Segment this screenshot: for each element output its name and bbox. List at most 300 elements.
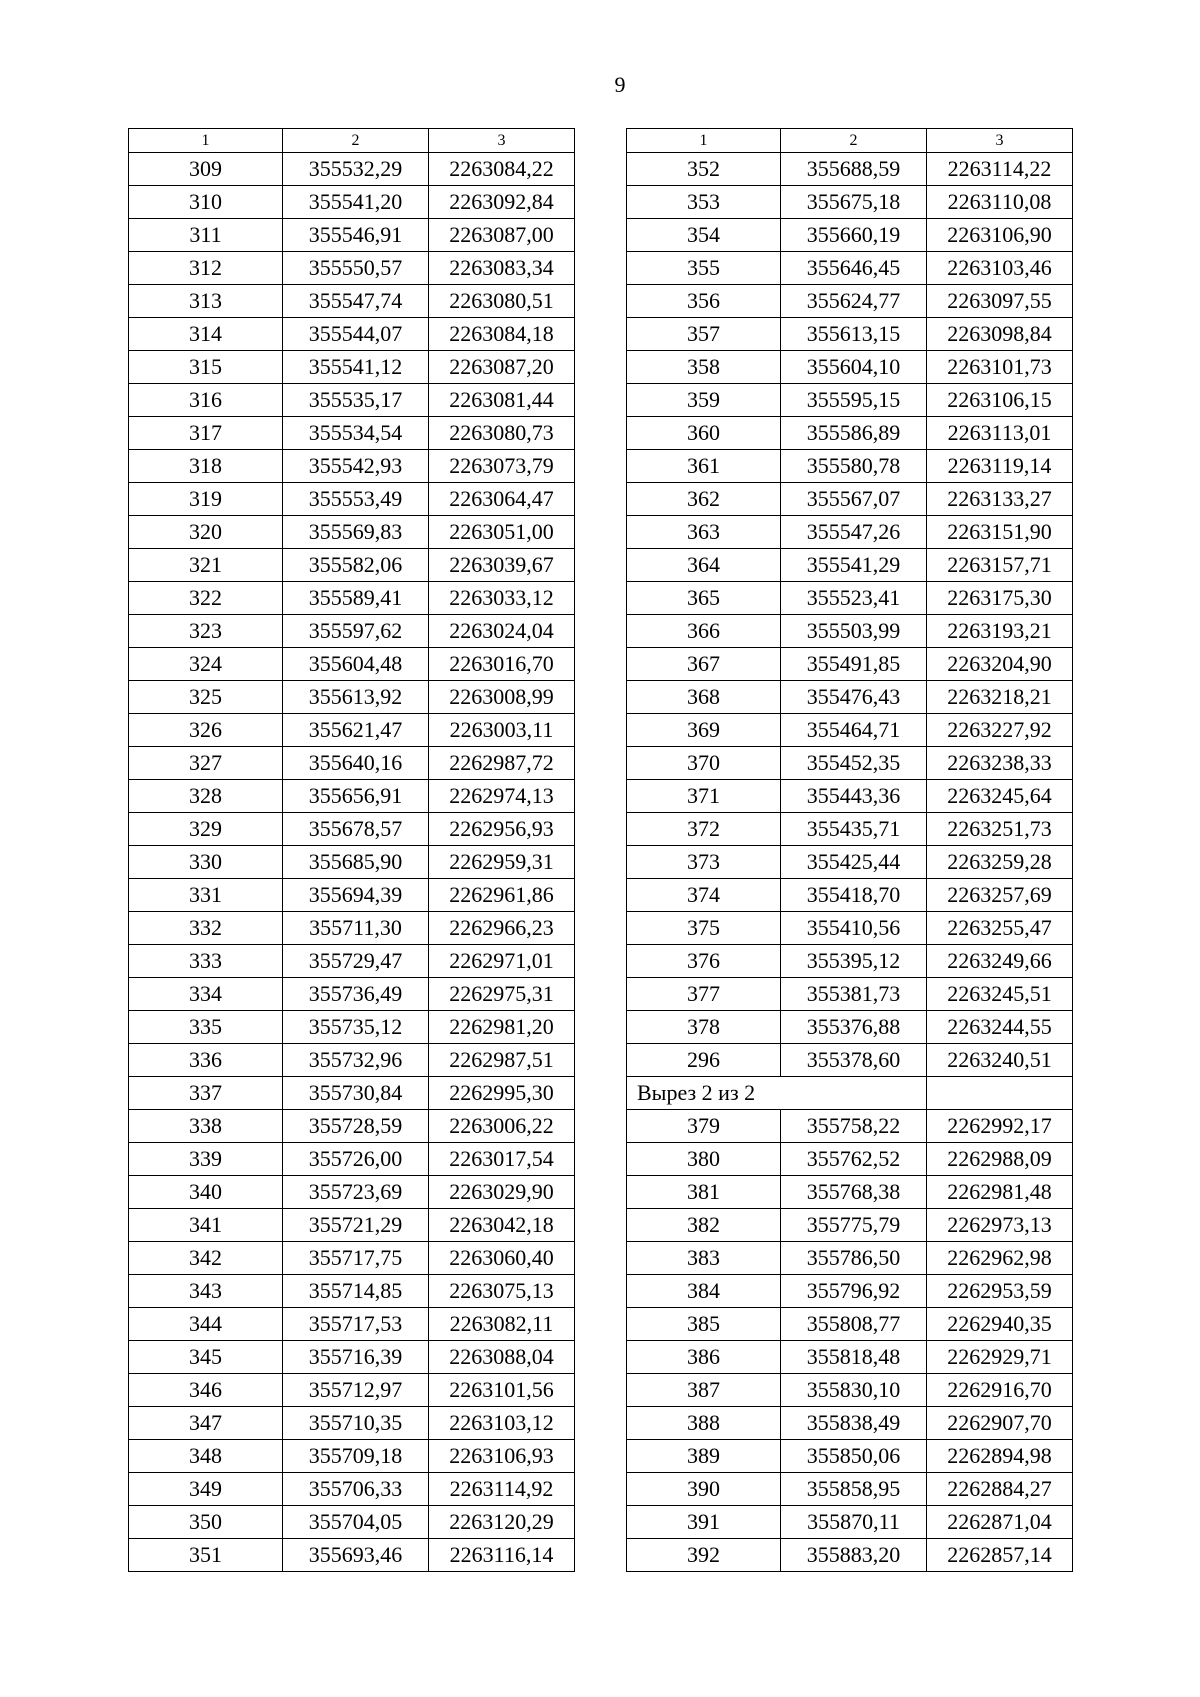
- point-number-cell: 312: [129, 252, 283, 285]
- point-number-cell: 329: [129, 813, 283, 846]
- point-number-cell: 392: [627, 1539, 781, 1572]
- table-row: [129, 582, 575, 615]
- point-number-cell: 330: [129, 846, 283, 879]
- point-number-cell: 318: [129, 450, 283, 483]
- y-coordinate-cell: 2262961,86: [429, 879, 575, 912]
- y-coordinate-cell: 2263240,51: [927, 1044, 1073, 1077]
- point-number-cell: 377: [627, 978, 781, 1011]
- y-coordinate-cell: 2262940,35: [927, 1308, 1073, 1341]
- y-coordinate-cell: 2263249,66: [927, 945, 1073, 978]
- y-coordinate-cell: 2263098,84: [927, 318, 1073, 351]
- point-number-cell: 361: [627, 450, 781, 483]
- table-row: [129, 1077, 575, 1110]
- y-coordinate-cell: 2263114,22: [927, 153, 1073, 186]
- y-coordinate-cell: 2263008,99: [429, 681, 575, 714]
- table-row: [627, 351, 1073, 384]
- table-row: [129, 285, 575, 318]
- point-number-cell: 379: [627, 1110, 781, 1143]
- x-coordinate-cell: 355546,91: [283, 219, 429, 252]
- x-coordinate-cell: 355712,97: [283, 1374, 429, 1407]
- table-row: [627, 516, 1073, 549]
- x-coordinate-cell: 355582,06: [283, 549, 429, 582]
- y-coordinate-cell: 2263106,15: [927, 384, 1073, 417]
- y-coordinate-cell: 2263060,40: [429, 1242, 575, 1275]
- point-number-cell: 334: [129, 978, 283, 1011]
- x-coordinate-cell: 355709,18: [283, 1440, 429, 1473]
- x-coordinate-cell: 355567,07: [781, 483, 927, 516]
- x-coordinate-cell: 355830,10: [781, 1374, 927, 1407]
- y-coordinate-cell: 2262988,09: [927, 1143, 1073, 1176]
- x-coordinate-cell: 355796,92: [781, 1275, 927, 1308]
- table-row: [129, 945, 575, 978]
- point-number-cell: 311: [129, 219, 283, 252]
- point-number-cell: 351: [129, 1539, 283, 1572]
- y-coordinate-cell: 2263257,69: [927, 879, 1073, 912]
- x-coordinate-cell: 355586,89: [781, 417, 927, 450]
- y-coordinate-cell: 2263255,47: [927, 912, 1073, 945]
- point-number-cell: 352: [627, 153, 781, 186]
- table-row: [627, 1539, 1073, 1572]
- table-row: [627, 1407, 1073, 1440]
- y-coordinate-cell: 2262981,48: [927, 1176, 1073, 1209]
- table-row: [129, 1473, 575, 1506]
- table-row: [129, 351, 575, 384]
- table-row: [129, 879, 575, 912]
- y-coordinate-cell: 2263204,90: [927, 648, 1073, 681]
- point-number-cell: 383: [627, 1242, 781, 1275]
- table-row: [129, 1407, 575, 1440]
- point-number-cell: 337: [129, 1077, 283, 1110]
- table-row: [627, 648, 1073, 681]
- point-number-cell: 355: [627, 252, 781, 285]
- y-coordinate-cell: 2262987,72: [429, 747, 575, 780]
- point-number-cell: 342: [129, 1242, 283, 1275]
- x-coordinate-cell: 355660,19: [781, 219, 927, 252]
- y-coordinate-cell: 2263097,55: [927, 285, 1073, 318]
- table-row: [129, 780, 575, 813]
- table-row: [129, 516, 575, 549]
- point-number-cell: 338: [129, 1110, 283, 1143]
- table-row: [627, 978, 1073, 1011]
- table-row: [627, 1275, 1073, 1308]
- point-number-cell: 354: [627, 219, 781, 252]
- point-number-cell: 322: [129, 582, 283, 615]
- y-coordinate-cell: 2262966,23: [429, 912, 575, 945]
- point-number-cell: 359: [627, 384, 781, 417]
- table-row: [129, 483, 575, 516]
- y-coordinate-cell: 2262981,20: [429, 1011, 575, 1044]
- x-coordinate-cell: 355818,48: [781, 1341, 927, 1374]
- x-coordinate-cell: 355858,95: [781, 1473, 927, 1506]
- y-coordinate-cell: 2263016,70: [429, 648, 575, 681]
- x-coordinate-cell: 355646,45: [781, 252, 927, 285]
- y-coordinate-cell: 2263087,20: [429, 351, 575, 384]
- x-coordinate-cell: 355762,52: [781, 1143, 927, 1176]
- y-coordinate-cell: 2262857,14: [927, 1539, 1073, 1572]
- point-number-cell: 364: [627, 549, 781, 582]
- table-row: [627, 384, 1073, 417]
- point-number-cell: 317: [129, 417, 283, 450]
- y-coordinate-cell: 2263017,54: [429, 1143, 575, 1176]
- header-cell: 3: [429, 129, 575, 153]
- y-coordinate-cell: 2262962,98: [927, 1242, 1073, 1275]
- table-row: [129, 1308, 575, 1341]
- x-coordinate-cell: 355550,57: [283, 252, 429, 285]
- table-row: [627, 1044, 1073, 1077]
- x-coordinate-cell: 355640,16: [283, 747, 429, 780]
- table-row: [627, 252, 1073, 285]
- table-row: [129, 1275, 575, 1308]
- x-coordinate-cell: 355532,29: [283, 153, 429, 186]
- point-number-cell: 373: [627, 846, 781, 879]
- table-row: [129, 978, 575, 1011]
- x-coordinate-cell: 355443,36: [781, 780, 927, 813]
- table-row: [129, 1209, 575, 1242]
- point-number-cell: 335: [129, 1011, 283, 1044]
- table-row: [129, 1011, 575, 1044]
- y-coordinate-cell: 2262974,13: [429, 780, 575, 813]
- table-row: [129, 615, 575, 648]
- table-row: [129, 1143, 575, 1176]
- table-header-row: [129, 129, 575, 153]
- x-coordinate-cell: 355597,62: [283, 615, 429, 648]
- x-coordinate-cell: 355621,47: [283, 714, 429, 747]
- table-row: [129, 1539, 575, 1572]
- table-row: [129, 318, 575, 351]
- x-coordinate-cell: 355838,49: [781, 1407, 927, 1440]
- y-coordinate-cell: 2262987,51: [429, 1044, 575, 1077]
- table-row: [627, 153, 1073, 186]
- table-row: [627, 681, 1073, 714]
- table-row: [627, 1341, 1073, 1374]
- point-number-cell: 365: [627, 582, 781, 615]
- point-number-cell: 326: [129, 714, 283, 747]
- x-coordinate-cell: 355569,83: [283, 516, 429, 549]
- x-coordinate-cell: 355624,77: [781, 285, 927, 318]
- y-coordinate-cell: 2262907,70: [927, 1407, 1073, 1440]
- x-coordinate-cell: 355729,47: [283, 945, 429, 978]
- table-row: [627, 879, 1073, 912]
- table-row: [129, 153, 575, 186]
- x-coordinate-cell: 355728,59: [283, 1110, 429, 1143]
- x-coordinate-cell: 355870,11: [781, 1506, 927, 1539]
- x-coordinate-cell: 355685,90: [283, 846, 429, 879]
- y-coordinate-cell: 2263051,00: [429, 516, 575, 549]
- point-number-cell: 336: [129, 1044, 283, 1077]
- x-coordinate-cell: 355580,78: [781, 450, 927, 483]
- x-coordinate-cell: 355410,56: [781, 912, 927, 945]
- x-coordinate-cell: 355541,20: [283, 186, 429, 219]
- x-coordinate-cell: 355711,30: [283, 912, 429, 945]
- point-number-cell: 357: [627, 318, 781, 351]
- y-coordinate-cell: 2263101,73: [927, 351, 1073, 384]
- header-cell: 2: [283, 129, 429, 153]
- point-number-cell: 372: [627, 813, 781, 846]
- table-row: [129, 912, 575, 945]
- table-row: [129, 1176, 575, 1209]
- x-coordinate-cell: 355732,96: [283, 1044, 429, 1077]
- x-coordinate-cell: 355503,99: [781, 615, 927, 648]
- x-coordinate-cell: 355476,43: [781, 681, 927, 714]
- point-number-cell: 382: [627, 1209, 781, 1242]
- y-coordinate-cell: 2263238,33: [927, 747, 1073, 780]
- table-row: [129, 1110, 575, 1143]
- point-number-cell: 341: [129, 1209, 283, 1242]
- x-coordinate-cell: 355768,38: [781, 1176, 927, 1209]
- y-coordinate-cell: 2263193,21: [927, 615, 1073, 648]
- point-number-cell: 356: [627, 285, 781, 318]
- y-coordinate-cell: 2263244,55: [927, 1011, 1073, 1044]
- x-coordinate-cell: 355706,33: [283, 1473, 429, 1506]
- section-label-cell: Вырез 2 из 2: [627, 1077, 927, 1110]
- point-number-cell: 323: [129, 615, 283, 648]
- point-number-cell: 384: [627, 1275, 781, 1308]
- table-row: [627, 1440, 1073, 1473]
- point-number-cell: 332: [129, 912, 283, 945]
- point-number-cell: 339: [129, 1143, 283, 1176]
- x-coordinate-cell: 355523,41: [781, 582, 927, 615]
- y-coordinate-cell: 2263029,90: [429, 1176, 575, 1209]
- table-row: [627, 846, 1073, 879]
- point-number-cell: 388: [627, 1407, 781, 1440]
- point-number-cell: 324: [129, 648, 283, 681]
- x-coordinate-cell: 355381,73: [781, 978, 927, 1011]
- table-row: [627, 912, 1073, 945]
- y-coordinate-cell: 2263075,13: [429, 1275, 575, 1308]
- table-row: [627, 582, 1073, 615]
- x-coordinate-cell: 355678,57: [283, 813, 429, 846]
- table-row: [129, 417, 575, 450]
- table-row: [129, 846, 575, 879]
- x-coordinate-cell: 355452,35: [781, 747, 927, 780]
- y-coordinate-cell: 2263119,14: [927, 450, 1073, 483]
- point-number-cell: 368: [627, 681, 781, 714]
- point-number-cell: 370: [627, 747, 781, 780]
- x-coordinate-cell: 355604,48: [283, 648, 429, 681]
- table-row: [627, 417, 1073, 450]
- point-number-cell: 343: [129, 1275, 283, 1308]
- table-row: [129, 714, 575, 747]
- table-row: [129, 681, 575, 714]
- point-number-cell: 313: [129, 285, 283, 318]
- x-coordinate-cell: 355710,35: [283, 1407, 429, 1440]
- point-number-cell: 327: [129, 747, 283, 780]
- table-row: [129, 1341, 575, 1374]
- table-row: [129, 648, 575, 681]
- table-row: [129, 186, 575, 219]
- point-number-cell: 381: [627, 1176, 781, 1209]
- table-row: [129, 219, 575, 252]
- header-cell: 2: [781, 129, 927, 153]
- point-number-cell: 340: [129, 1176, 283, 1209]
- y-coordinate-cell: 2263251,73: [927, 813, 1073, 846]
- y-coordinate-cell: 2263084,22: [429, 153, 575, 186]
- x-coordinate-cell: 355544,07: [283, 318, 429, 351]
- point-number-cell: 345: [129, 1341, 283, 1374]
- x-coordinate-cell: 355786,50: [781, 1242, 927, 1275]
- point-number-cell: 319: [129, 483, 283, 516]
- table-header-row: [627, 129, 1073, 153]
- table-row: [129, 1506, 575, 1539]
- point-number-cell: 375: [627, 912, 781, 945]
- y-coordinate-cell: 2263087,00: [429, 219, 575, 252]
- y-coordinate-cell: 2263083,34: [429, 252, 575, 285]
- table-row: [129, 384, 575, 417]
- y-coordinate-cell: 2263106,93: [429, 1440, 575, 1473]
- point-number-cell: 390: [627, 1473, 781, 1506]
- table-row: [627, 1473, 1073, 1506]
- table-row: [627, 1011, 1073, 1044]
- y-coordinate-cell: 2263080,73: [429, 417, 575, 450]
- table-row: [627, 483, 1073, 516]
- y-coordinate-cell: 2263033,12: [429, 582, 575, 615]
- point-number-cell: 310: [129, 186, 283, 219]
- point-number-cell: 316: [129, 384, 283, 417]
- point-number-cell: 376: [627, 945, 781, 978]
- point-number-cell: 378: [627, 1011, 781, 1044]
- y-coordinate-cell: 2262975,31: [429, 978, 575, 1011]
- y-coordinate-cell: 2263039,67: [429, 549, 575, 582]
- x-coordinate-cell: 355730,84: [283, 1077, 429, 1110]
- table-row: [627, 1308, 1073, 1341]
- point-number-cell: 350: [129, 1506, 283, 1539]
- coordinates-table-right: [626, 128, 1073, 1572]
- y-coordinate-cell: 2263110,08: [927, 186, 1073, 219]
- page-number: 9: [614, 72, 626, 97]
- x-coordinate-cell: 355376,88: [781, 1011, 927, 1044]
- y-coordinate-cell: 2263101,56: [429, 1374, 575, 1407]
- y-coordinate-cell: 2262973,13: [927, 1209, 1073, 1242]
- x-coordinate-cell: 355604,10: [781, 351, 927, 384]
- y-coordinate-cell: 2263088,04: [429, 1341, 575, 1374]
- point-number-cell: 369: [627, 714, 781, 747]
- point-number-cell: 374: [627, 879, 781, 912]
- table-row: [627, 1176, 1073, 1209]
- point-number-cell: 333: [129, 945, 283, 978]
- x-coordinate-cell: 355716,39: [283, 1341, 429, 1374]
- x-coordinate-cell: 355395,12: [781, 945, 927, 978]
- x-coordinate-cell: 355541,29: [781, 549, 927, 582]
- y-coordinate-cell: 2262871,04: [927, 1506, 1073, 1539]
- table-row: [627, 945, 1073, 978]
- x-coordinate-cell: 355717,53: [283, 1308, 429, 1341]
- x-coordinate-cell: 355589,41: [283, 582, 429, 615]
- y-coordinate-cell: 2263151,90: [927, 516, 1073, 549]
- x-coordinate-cell: 355595,15: [781, 384, 927, 417]
- y-coordinate-cell: 2263245,64: [927, 780, 1073, 813]
- y-coordinate-cell: 2262894,98: [927, 1440, 1073, 1473]
- x-coordinate-cell: 355758,22: [781, 1110, 927, 1143]
- x-coordinate-cell: 355535,17: [283, 384, 429, 417]
- empty-cell: [927, 1077, 1073, 1110]
- table-row: [627, 1209, 1073, 1242]
- table-row: [627, 549, 1073, 582]
- table-row: [129, 747, 575, 780]
- y-coordinate-cell: 2262916,70: [927, 1374, 1073, 1407]
- table-row: [627, 1242, 1073, 1275]
- point-number-cell: 385: [627, 1308, 781, 1341]
- x-coordinate-cell: 355435,71: [781, 813, 927, 846]
- y-coordinate-cell: 2263073,79: [429, 450, 575, 483]
- point-number-cell: 391: [627, 1506, 781, 1539]
- point-number-cell: 314: [129, 318, 283, 351]
- x-coordinate-cell: 355542,93: [283, 450, 429, 483]
- table-row: [627, 285, 1073, 318]
- y-coordinate-cell: 2263114,92: [429, 1473, 575, 1506]
- y-coordinate-cell: 2263120,29: [429, 1506, 575, 1539]
- table-row: [627, 615, 1073, 648]
- x-coordinate-cell: 355736,49: [283, 978, 429, 1011]
- y-coordinate-cell: 2263116,14: [429, 1539, 575, 1572]
- y-coordinate-cell: 2263082,11: [429, 1308, 575, 1341]
- table-row: [627, 714, 1073, 747]
- x-coordinate-cell: 355378,60: [781, 1044, 927, 1077]
- y-coordinate-cell: 2262884,27: [927, 1473, 1073, 1506]
- table-row: [627, 1143, 1073, 1176]
- x-coordinate-cell: 355717,75: [283, 1242, 429, 1275]
- y-coordinate-cell: 2262995,30: [429, 1077, 575, 1110]
- y-coordinate-cell: 2263133,27: [927, 483, 1073, 516]
- x-coordinate-cell: 355808,77: [781, 1308, 927, 1341]
- table-row: [129, 549, 575, 582]
- y-coordinate-cell: 2262959,31: [429, 846, 575, 879]
- x-coordinate-cell: 355541,12: [283, 351, 429, 384]
- table-row: [627, 813, 1073, 846]
- x-coordinate-cell: 355723,69: [283, 1176, 429, 1209]
- point-number-cell: 309: [129, 153, 283, 186]
- table-row: [627, 747, 1073, 780]
- table-row: [627, 318, 1073, 351]
- header-cell: 1: [129, 129, 283, 153]
- point-number-cell: 367: [627, 648, 781, 681]
- x-coordinate-cell: 355850,06: [781, 1440, 927, 1473]
- y-coordinate-cell: 2263175,30: [927, 582, 1073, 615]
- table-row: [627, 1077, 1073, 1110]
- x-coordinate-cell: 355735,12: [283, 1011, 429, 1044]
- point-number-cell: 296: [627, 1044, 781, 1077]
- x-coordinate-cell: 355694,39: [283, 879, 429, 912]
- y-coordinate-cell: 2263042,18: [429, 1209, 575, 1242]
- point-number-cell: 360: [627, 417, 781, 450]
- table-row: [627, 1110, 1073, 1143]
- table-row: [627, 780, 1073, 813]
- point-number-cell: 349: [129, 1473, 283, 1506]
- point-number-cell: 366: [627, 615, 781, 648]
- point-number-cell: 344: [129, 1308, 283, 1341]
- y-coordinate-cell: 2263081,44: [429, 384, 575, 417]
- y-coordinate-cell: 2263157,71: [927, 549, 1073, 582]
- y-coordinate-cell: 2263259,28: [927, 846, 1073, 879]
- x-coordinate-cell: 355675,18: [781, 186, 927, 219]
- y-coordinate-cell: 2263024,04: [429, 615, 575, 648]
- y-coordinate-cell: 2262971,01: [429, 945, 575, 978]
- y-coordinate-cell: 2262992,17: [927, 1110, 1073, 1143]
- y-coordinate-cell: 2263218,21: [927, 681, 1073, 714]
- y-coordinate-cell: 2263092,84: [429, 186, 575, 219]
- x-coordinate-cell: 355656,91: [283, 780, 429, 813]
- table-row: [627, 1374, 1073, 1407]
- point-number-cell: 328: [129, 780, 283, 813]
- point-number-cell: 387: [627, 1374, 781, 1407]
- point-number-cell: 325: [129, 681, 283, 714]
- x-coordinate-cell: 355883,20: [781, 1539, 927, 1572]
- y-coordinate-cell: 2263227,92: [927, 714, 1073, 747]
- y-coordinate-cell: 2263003,11: [429, 714, 575, 747]
- x-coordinate-cell: 355726,00: [283, 1143, 429, 1176]
- x-coordinate-cell: 355775,79: [781, 1209, 927, 1242]
- x-coordinate-cell: 355547,26: [781, 516, 927, 549]
- table-row: [627, 1506, 1073, 1539]
